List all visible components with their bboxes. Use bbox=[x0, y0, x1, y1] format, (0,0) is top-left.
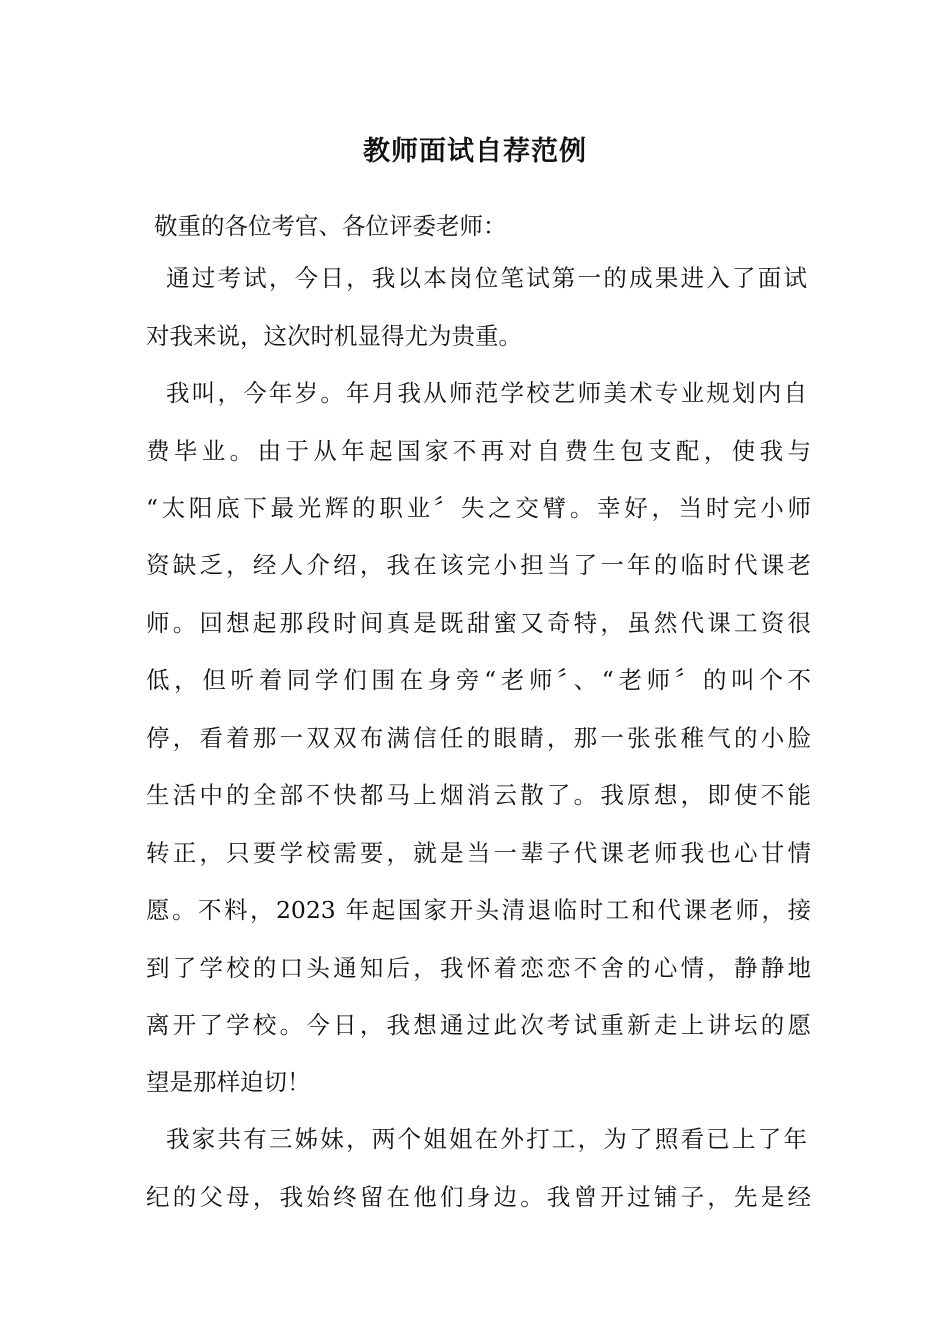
paragraph-line: 生活中的全部不快都马上烟消云散了。我原想，即使不能 bbox=[146, 781, 811, 809]
paragraph-line: 师。回想起那段时间真是既甜蜜又奇特，虽然代课工资很 bbox=[146, 609, 811, 637]
salutation-line: 敬重的各位考官、各位评委老师： bbox=[154, 212, 507, 240]
paragraph-line: 停，看着那一双双布满信任的眼睛，那一张张稚气的小脸 bbox=[146, 724, 811, 752]
document-title: 教师面试自荐范例 bbox=[363, 136, 587, 167]
paragraph-line: 通过考试，今日，我以本岗位笔试第一的成果进入了面试 bbox=[166, 264, 807, 292]
paragraph-line: 对我来说，这次时机显得尤为贵重。 bbox=[146, 322, 522, 350]
paragraph-line: 愿。不料，2023 年起国家开头清退临时工和代课老师，接 bbox=[146, 896, 811, 924]
paragraph-line: 低，但听着同学们围在身旁“老师〞、“老师〞的叫个不 bbox=[146, 666, 811, 694]
paragraph-line: 到了学校的口头通知后，我怀着恋恋不舍的心情，静静地 bbox=[146, 954, 811, 982]
paragraph-line: 资缺乏，经人介绍，我在该完小担当了一年的临时代课老 bbox=[146, 551, 811, 579]
paragraph-line: “太阳底下最光辉的职业〞失之交臂。幸好，当时完小师 bbox=[146, 494, 811, 522]
paragraph-line: 我叫，今年岁。年月我从师范学校艺师美术专业规划内自 bbox=[166, 379, 807, 407]
paragraph-line: 转正，只要学校需要，就是当一辈子代课老师我也心甘情 bbox=[146, 839, 811, 867]
paragraph-line: 我家共有三姊妹，两个姐姐在外打工，为了照看已上了年 bbox=[166, 1125, 807, 1153]
paragraph-line: 离开了学校。今日，我想通过此次考试重新走上讲坛的愿 bbox=[146, 1011, 811, 1039]
paragraph-line: 纪的父母，我始终留在他们身边。我曾开过铺子，先是经 bbox=[146, 1183, 811, 1211]
paragraph-line: 望是那样迫切！ bbox=[146, 1068, 311, 1096]
paragraph-line: 费毕业。由于从年起国家不再对自费生包支配，使我与 bbox=[146, 437, 811, 465]
